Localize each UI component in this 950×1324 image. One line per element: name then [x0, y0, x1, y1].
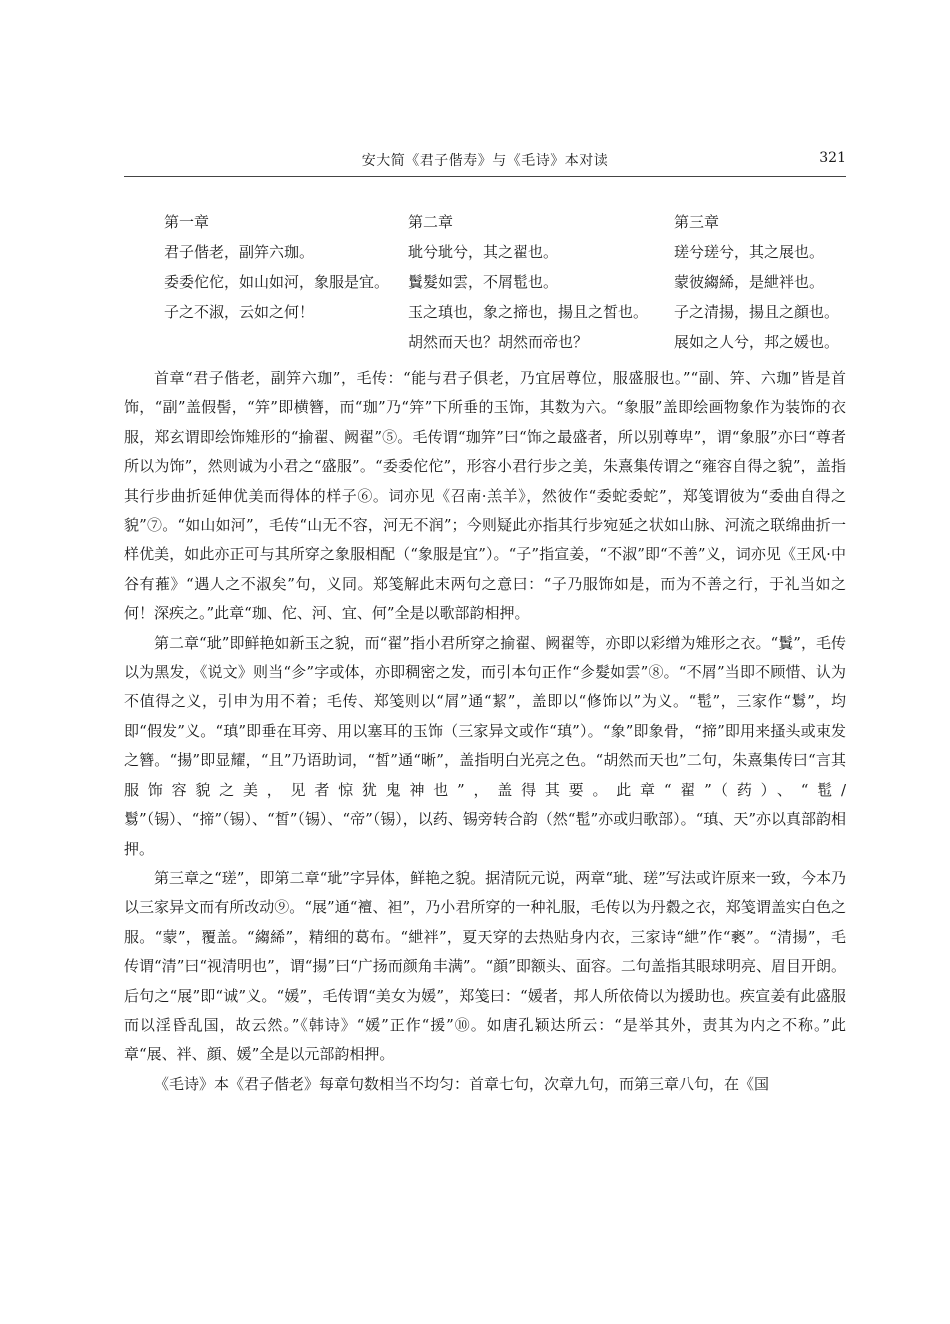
paragraph-chapter-2: 第二章“玼”即鲜艳如新玉之貌，而“翟”指小君所穿之揄翟、阙翟等，亦即以彩缯为雉形之衣。“鬒”，毛传以为黑发，《说文》则当“㐱”字或体，亦即稠密之发，而引本句正作“㐱髮如雲”⑧。“不屑”当即不顾惜、认为不值得之义，引申为用不着；毛传、郑笺则以“屑”通“絜”，盖即以“修饰以”为义。“髢”，三家作“鬄”，均即“假发”义。“瑱”即垂在耳旁、用以塞耳的玉饰（三家异文或作“瑱”）。“象”即象骨，“揥”即用来搔头或束发之簪。“揚”即显耀，“且”乃语助词，“皙”通“晰”，盖指明白光亮之色。“胡然而天也”二句，朱熹集传曰“言其服饰容貌之美，见者惊犹鬼神也”，盖得其要。此章“翟”（药）、“髢/鬄”（锡）、“揥”（锡）、“皙”（锡）、“帝”（锡），以药、锡旁转合韵（然“髢”亦或归歌部）。“瑱、天”亦以真部韵相押。 [124, 633, 846, 858]
running-title: 安大简《君子偕寿》与《毛诗》本对读 [361, 153, 609, 169]
paragraph-summary: 《毛诗》本《君子偕老》每章句数相当不均匀：首章七句，次章九句，而第三章八句，在《国 [154, 1074, 770, 1093]
verse-line: 蒙彼縐絺，是紲袢也。 [674, 273, 825, 291]
running-header [124, 148, 846, 177]
verse-line: 玉之瑱也，象之揥也，揚且之皙也。 [408, 303, 649, 321]
chapter-heading: 第三章 [674, 213, 720, 231]
chapter-column-3 [674, 207, 854, 357]
chapter-column-1 [164, 207, 408, 357]
verse-line: 胡然而天也？胡然而帝也？ [408, 333, 589, 351]
verse-line: 瑳兮瑳兮，其之展也。 [674, 243, 825, 261]
verse-line: 委委佗佗，如山如河，象服是宜。 [164, 273, 390, 291]
body-text [124, 364, 846, 1099]
chapter-heading: 第二章 [408, 213, 454, 231]
verse-line: 子之清揚，揚且之顔也。 [674, 303, 840, 321]
verse-line: 展如之人兮，邦之媛也。 [674, 333, 840, 351]
verse-line: 子之不淑，云如之何！ [164, 303, 315, 321]
paragraph-chapter-1: 首章“君子偕老，副笄六珈”，毛传：“能与君子俱老，乃宜居尊位，服盛服也。”“副、笄、六珈”皆是首饰，“副”盖假髻，“笄”即横簪，而“珈”乃“笄”下所垂的玉饰，其数为六。“象服”盖即绘画物象作为装饰的衣服，郑玄谓即绘饰雉形的“揄翟、阙翟”⑤。毛传谓“珈笄”曰“饰之最盛者，所以别尊卑”，谓“象服”亦曰“尊者所以为饰”，然则诚为小君之“盛服”。“委委佗佗”，形容小君行步之美，朱熹集传谓之“雍容自得之貌”，盖指其行步曲折延伸优美而得体的样子⑥。词亦见《召南·羔羊》，然彼作“委蛇委蛇”，郑笺谓彼为“委曲自得之貌”⑦。“如山如河”，毛传“山无不容，河无不润”；今则疑此亦指其行步宛延之状如山脉、河流之联绵曲折一样优美，如此亦正可与其所穿之象服相配（“象服是宜”）。“子”指宣姜，“不淑”即“不善”义，词亦见《王风·中谷有蓷》“遇人之不淑矣”句，义同。郑笺解此末两句之意曰：“子乃服饰如是，而为不善之行，于礼当如之何！深疾之。”此章“珈、佗、河、宜、何”全是以歌部韵相押。 [124, 369, 846, 623]
paragraph-chapter-3: 第三章之“瑳”，即第二章“玼”字异体，鲜艳之貌。据清阮元说，两章“玼、瑳”写法或许原来一致，今本乃以三家异文而有所改动⑨。“展”通“襢、袒”，乃小君所穿的一种礼服，毛传以为丹縠之衣，郑笺谓盖实白色之服。“蒙”，覆盖。“縐絺”，精细的葛布。“紲袢”，夏天穿的去热贴身内衣，三家诗“紲”作“褻”。“清揚”，毛传谓“清”曰“视清明也”，谓“揚”曰“广扬而颜角丰满”。“顔”即额头、面容。二句盖指其眼球明亮、眉目开朗。后句之“展”即“诚”义。“媛”，毛传谓“美女为媛”，郑笺曰：“媛者，邦人所依倚以为援助也。疾宣姜有此盛服而以淫昏乱国，故云然。”《韩诗》“媛”正作“援”⑩。如唐孔颖达所云：“是举其外，责其为内之不称。”此章“展、袢、顔、媛”全是以元部韵相押。 [124, 868, 846, 1064]
verse-line: 玼兮玼兮，其之翟也。 [408, 243, 559, 261]
chapter-table [164, 207, 854, 357]
chapter-heading: 第一章 [164, 213, 210, 231]
chapter-column-2 [408, 207, 674, 357]
verse-line: 鬒髮如雲，不屑髢也。 [408, 273, 559, 291]
page-number: 321 [819, 150, 846, 166]
verse-line: 君子偕老，副笄六珈。 [164, 243, 315, 261]
